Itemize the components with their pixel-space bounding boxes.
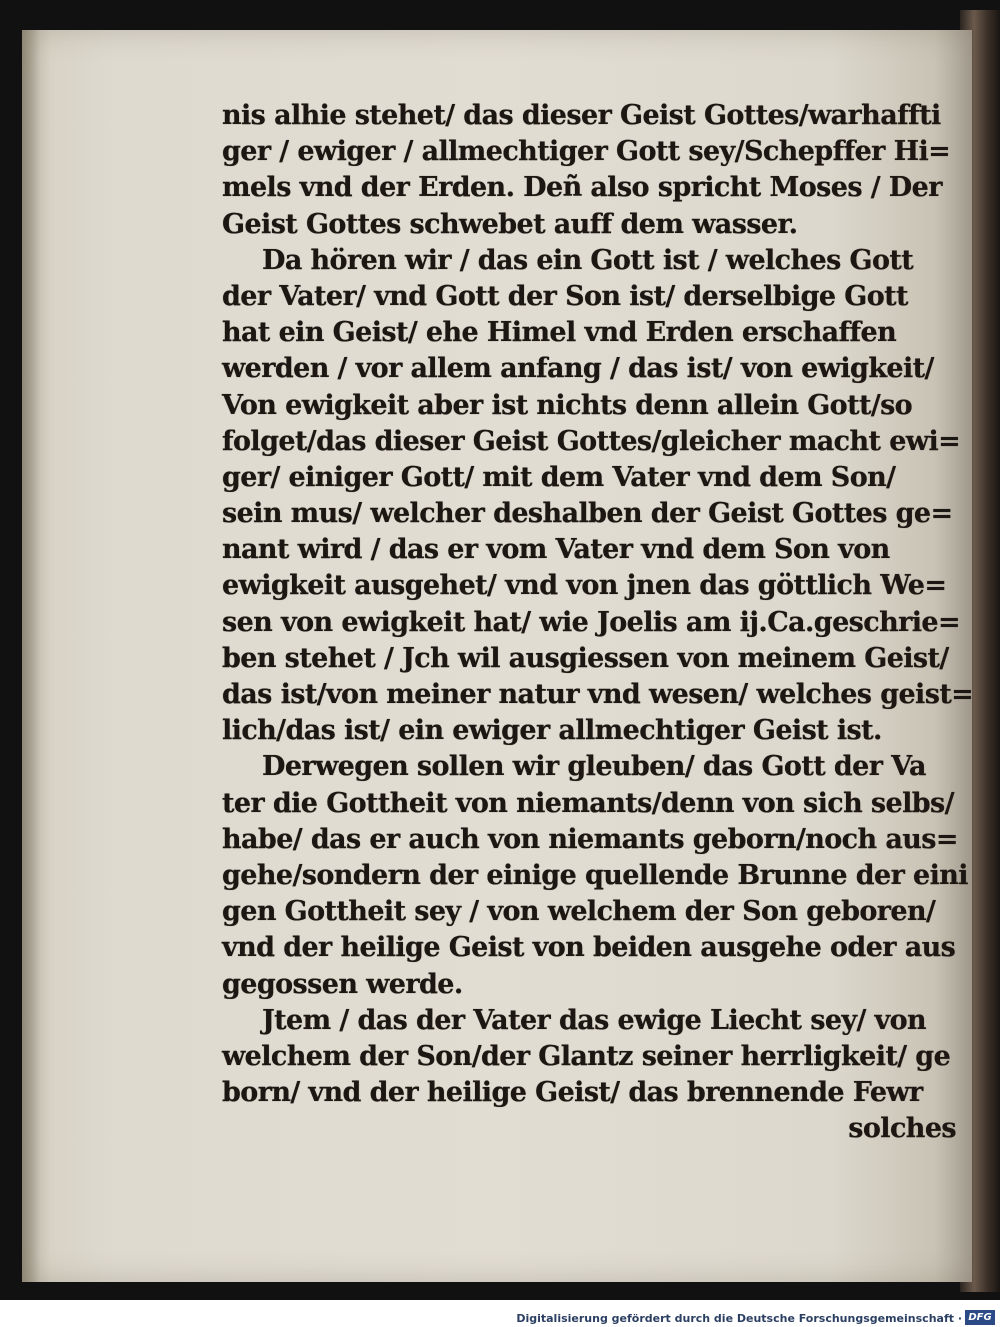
- text-line: Derwegen sollen wir gleuben/ das Gott der Va: [262, 751, 926, 783]
- text-line: vnd der heilige Geist von beiden ausgehe oder aus: [222, 932, 956, 964]
- text-line: ben stehet / Jch wil ausgiessen von meinem Geist/: [222, 642, 949, 674]
- text-line: gegossen werde.: [222, 968, 463, 1000]
- text-line: lich/das ist/ ein ewiger allmechtiger Geist ist.: [222, 715, 882, 747]
- text-line: ger/ einiger Gott/ mit dem Vater vnd dem Son/: [222, 461, 896, 493]
- text-line: sen von ewigkeit hat/ wie Joelis am ij.Ca.geschrie=: [222, 606, 961, 638]
- text-line: der Vater/ vnd Gott der Son ist/ derselbige Gott: [222, 280, 908, 312]
- dfg-logo: DFG: [965, 1310, 995, 1325]
- page-text: [222, 98, 974, 1147]
- text-line: ger / ewiger / allmechtiger Gott sey/Schepffer Hi=: [222, 136, 951, 168]
- text-line: gehe/sondern der einige quellende Brunne der eini: [222, 859, 968, 891]
- text-line: Von ewigkeit aber ist nichts denn allein Gott/so: [222, 389, 913, 421]
- text-line: mels vnd der Erden. Deñ also spricht Moses / Der: [222, 172, 942, 204]
- text-line: sein mus/ welcher deshalben der Geist Gottes ge=: [222, 498, 953, 530]
- text-line: gen Gottheit sey / von welchem der Son geboren/: [222, 896, 936, 928]
- text-line: Geist Gottes schwebet auff dem wasser.: [222, 208, 798, 240]
- text-line: folget/das dieser Geist Gottes/gleicher macht ewi=: [222, 425, 961, 457]
- funding-credit: Digitalisierung gefördert durch die Deutsche Forschungsgemeinschaft ·: [516, 1312, 962, 1325]
- text-line: werden / vor allem anfang / das ist/ von ewigkeit/: [222, 353, 934, 385]
- catchword: solches: [848, 1113, 956, 1145]
- text-line: ewigkeit ausgehet/ vnd von jnen das göttlich We=: [222, 570, 947, 602]
- text-line: nant wird / das er vom Vater vnd dem Son von: [222, 534, 890, 566]
- text-line: ter die Gottheit von niemants/denn von sich selbs/: [222, 787, 954, 819]
- text-line: born/ vnd der heilige Geist/ das brennende Fewr: [222, 1077, 923, 1109]
- text-line: habe/ das er auch von niemants geborn/noch aus=: [222, 823, 958, 855]
- text-line: das ist/von meiner natur vnd wesen/ welches geist=: [222, 679, 974, 710]
- gutter-shadow: [22, 30, 40, 1282]
- text-line: Da hören wir / das ein Gott ist / welches Gott: [262, 244, 914, 276]
- text-line: Jtem / das der Vater das ewige Liecht sey/ von: [262, 1004, 927, 1036]
- text-line: hat ein Geist/ ehe Himel vnd Erden erschaffen: [222, 317, 897, 349]
- book-page: [22, 30, 972, 1282]
- text-line: welchem der Son/der Glantz seiner herrligkeit/ ge: [222, 1040, 951, 1072]
- text-line: nis alhie stehet/ das dieser Geist Gottes/warhaffti: [222, 100, 941, 131]
